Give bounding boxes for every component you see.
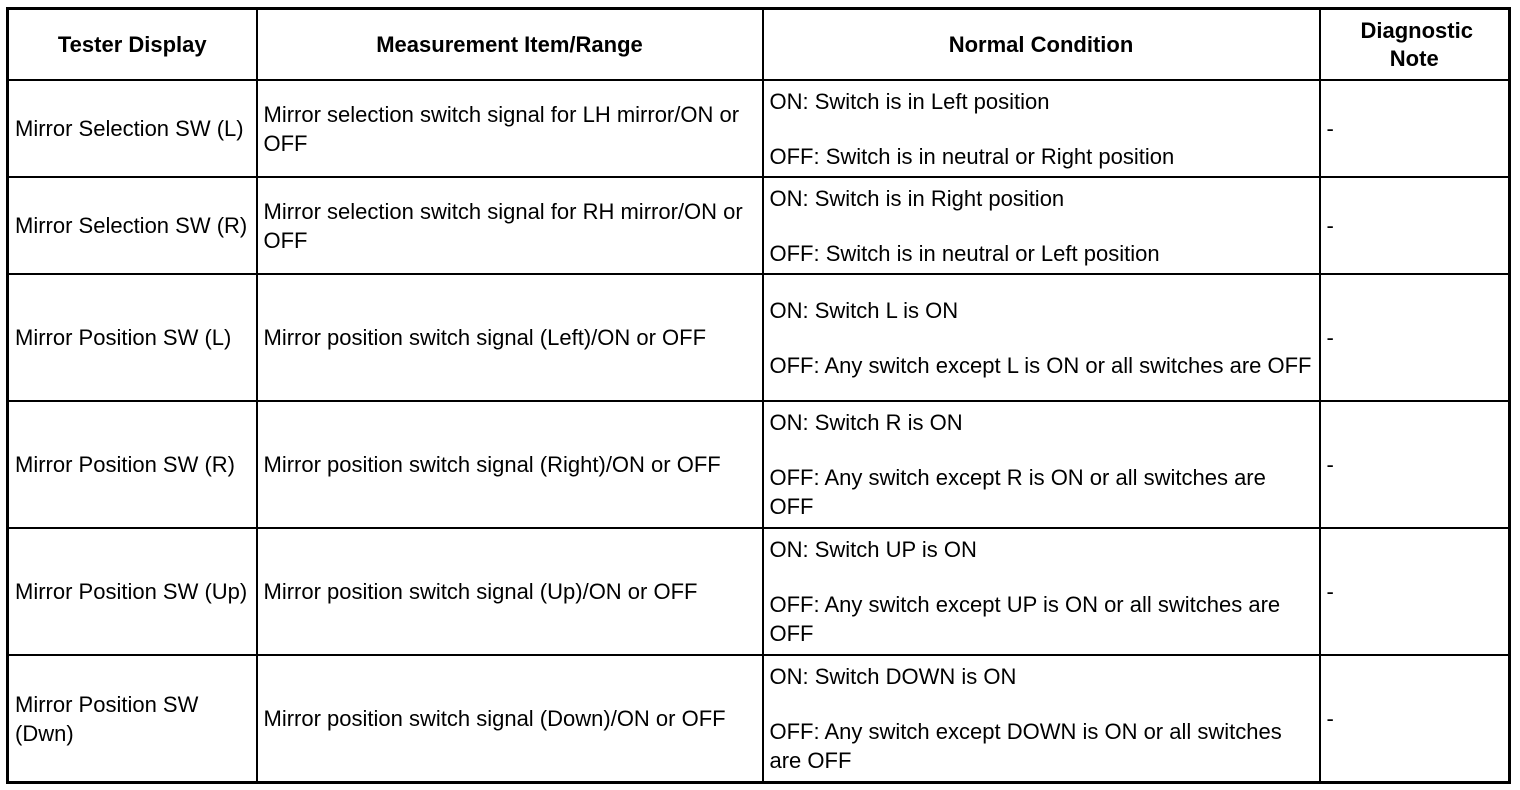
cell-diagnostic-note: - bbox=[1320, 528, 1510, 655]
header-normal-condition: Normal Condition bbox=[763, 9, 1320, 81]
cell-diagnostic-note: - bbox=[1320, 177, 1510, 274]
header-measurement-item-range: Measurement Item/Range bbox=[257, 9, 763, 81]
cell-diagnostic-note: - bbox=[1320, 401, 1510, 528]
condition-off: OFF: Switch is in neutral or Left position bbox=[769, 240, 1160, 266]
cell-tester-display: Mirror Position SW (Up) bbox=[8, 528, 257, 655]
header-tester-display: Tester Display bbox=[8, 9, 257, 81]
cell-tester-display: Mirror Position SW (Dwn) bbox=[8, 655, 257, 783]
condition-on: ON: Switch DOWN is ON bbox=[769, 664, 1017, 689]
cell-measurement: Mirror position switch signal (Down)/ON or OFF bbox=[257, 655, 763, 783]
condition-off: OFF: Any switch except L is ON or all switches are OFF bbox=[769, 352, 1312, 378]
cell-measurement: Mirror position switch signal (Right)/ON or OFF bbox=[257, 401, 763, 528]
condition-off: OFF: Any switch except R is ON or all switches are OFF bbox=[769, 465, 1266, 519]
header-row bbox=[8, 9, 1510, 81]
header-diagnostic-note: Diagnostic Note bbox=[1320, 9, 1510, 81]
condition-off: OFF: Any switch except UP is ON or all switches are OFF bbox=[769, 592, 1281, 646]
cell-measurement: Mirror selection switch signal for RH mirror/ON or OFF bbox=[257, 177, 763, 274]
cell-diagnostic-note: - bbox=[1320, 274, 1510, 401]
table-body bbox=[8, 80, 1510, 783]
condition-on: ON: Switch UP is ON bbox=[769, 537, 977, 562]
diagnostic-data-table bbox=[6, 7, 1511, 784]
condition-off: OFF: Switch is in neutral or Right position bbox=[769, 143, 1175, 169]
cell-tester-display: Mirror Position SW (L) bbox=[8, 274, 257, 401]
table-row bbox=[8, 401, 1510, 528]
condition-on: ON: Switch R is ON bbox=[769, 410, 963, 435]
table-row bbox=[8, 274, 1510, 401]
cell-tester-display: Mirror Selection SW (R) bbox=[8, 177, 257, 274]
cell-normal-condition bbox=[763, 80, 1320, 177]
table-row bbox=[8, 655, 1510, 783]
cell-normal-condition bbox=[763, 177, 1320, 274]
condition-on: ON: Switch is in Right position bbox=[769, 185, 1065, 211]
cell-normal-condition bbox=[763, 655, 1320, 783]
table-header bbox=[8, 9, 1510, 81]
cell-normal-condition bbox=[763, 401, 1320, 528]
condition-on: ON: Switch is in Left position bbox=[769, 88, 1050, 114]
cell-diagnostic-note: - bbox=[1320, 655, 1510, 783]
cell-measurement: Mirror selection switch signal for LH mirror/ON or OFF bbox=[257, 80, 763, 177]
table-row bbox=[8, 528, 1510, 655]
cell-tester-display: Mirror Selection SW (L) bbox=[8, 80, 257, 177]
cell-normal-condition bbox=[763, 274, 1320, 401]
cell-tester-display: Mirror Position SW (R) bbox=[8, 401, 257, 528]
cell-measurement: Mirror position switch signal (Left)/ON or OFF bbox=[257, 274, 763, 401]
cell-measurement: Mirror position switch signal (Up)/ON or OFF bbox=[257, 528, 763, 655]
condition-off: OFF: Any switch except DOWN is ON or all switches are OFF bbox=[769, 719, 1282, 773]
table-row bbox=[8, 177, 1510, 274]
condition-on: ON: Switch L is ON bbox=[769, 297, 959, 323]
cell-normal-condition bbox=[763, 528, 1320, 655]
cell-diagnostic-note: - bbox=[1320, 80, 1510, 177]
table-row bbox=[8, 80, 1510, 177]
